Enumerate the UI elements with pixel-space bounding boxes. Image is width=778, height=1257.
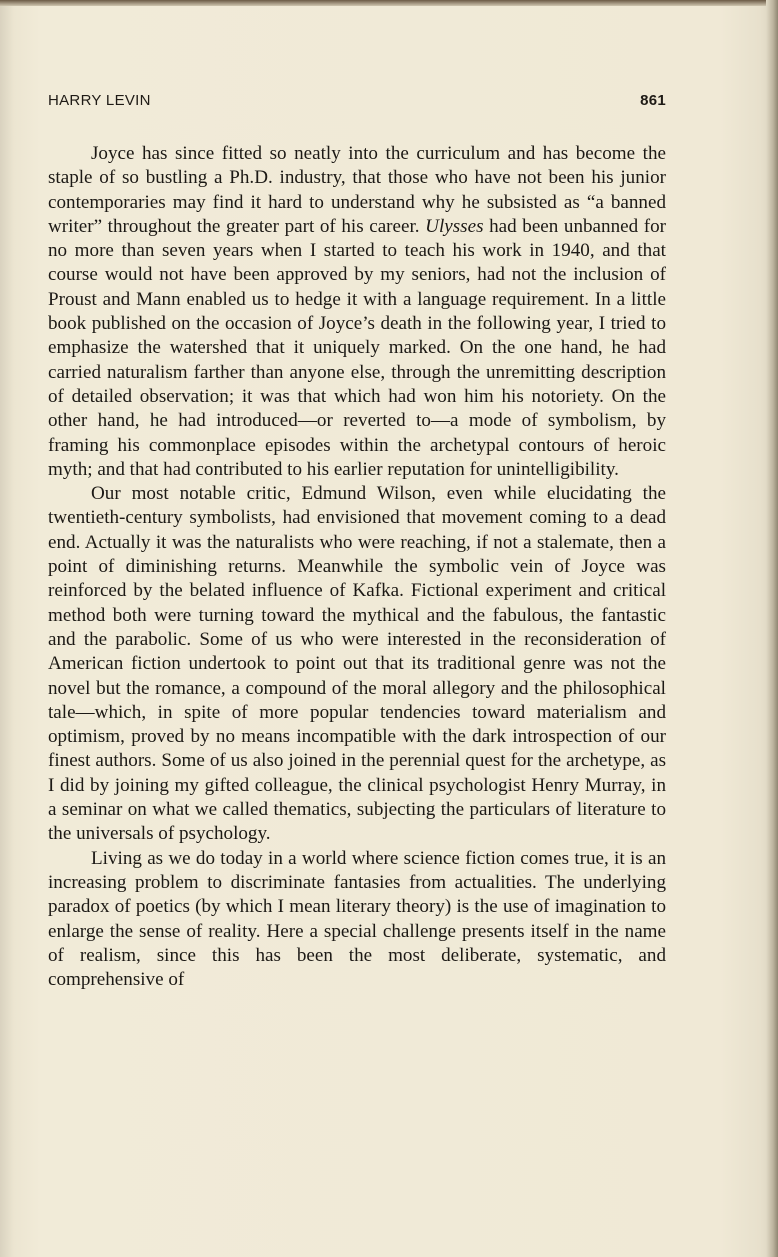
- page-binding-edge: [766, 0, 778, 1257]
- paragraph-3: Living as we do today in a world where science fiction comes true, it is an increasing problem to discriminate fantasies from actualities. The underlying paradox of poetics (by which I mean literary theory) is the use of imagination to enlarge the sense of reality. Here a special challenge presents itself in the name of realism, since this has been the most deliberate, systematic, and comprehensive of: [48, 847, 666, 991]
- book-title-ulysses: Ulysses: [425, 215, 484, 237]
- paragraph-1: [48, 142, 666, 482]
- paragraph-2: Our most notable critic, Edmund Wilson, even while elucidating the twentieth-century symbolists, had envisioned that movement coming to a dead end. Actually it was the naturalists who were reaching, if not a stalemate, then a point of diminishing returns. Meanwhile the symbolic vein of Joyce was reinforced by the belated influence of Kafka. Fictional experiment and critical method both were turning toward the mythical and the fabulous, the fantastic and the parabolic. Some of us who were interested in the reconsideration of American fiction undertook to point out that its traditional genre was not the novel but the romance, a compound of the moral allegory and the philosophical tale—which, in spite of more popular tendencies toward materialism and optimism, proved by no means incompatible with the dark introspection of our finest authors. Some of us also joined in the perennial quest for the archetype, as I did by joining my gifted colleague, the clinical psychologist Henry Murray, in a seminar on what we called thematics, subjecting the particulars of literature to the universals of psychology.: [48, 483, 666, 845]
- body-text: [48, 142, 666, 992]
- page-header: [48, 92, 666, 116]
- page-number: 861: [640, 92, 666, 109]
- paragraph-1-text-b: had been unbanned for no more than seven years when I started to teach his work in 1940, and that course would not have been approved by my seniors, had not the inclusion of Proust and Mann enabled us to hedge it with a language requirement. In a little book published on the occasion of Joyce’s death in the following year, I tried to emphasize the watershed that it uniquely marked. On the one hand, he had carried naturalism farther than anyone else, through the unremitting description of detailed observation; it was that which had won him his notoriety. On the other hand, he had introduced—or reverted to—a mode of symbolism, by framing his commonplace episodes within the archetypal contours of heroic myth; and that had contributed to his earlier reputation for unintelligibility.: [48, 215, 667, 480]
- page-top-edge: [0, 0, 778, 6]
- paragraph-1-text-a: Joyce has since fitted so neatly into the curriculum and has become the staple of so bustling a Ph.D. industry, that those who have not been his junior contemporaries may find it hard to understand why he subsisted as “a banned writer” throughout the greater part of his career.: [48, 143, 666, 237]
- running-head: HARRY LEVIN: [48, 92, 151, 109]
